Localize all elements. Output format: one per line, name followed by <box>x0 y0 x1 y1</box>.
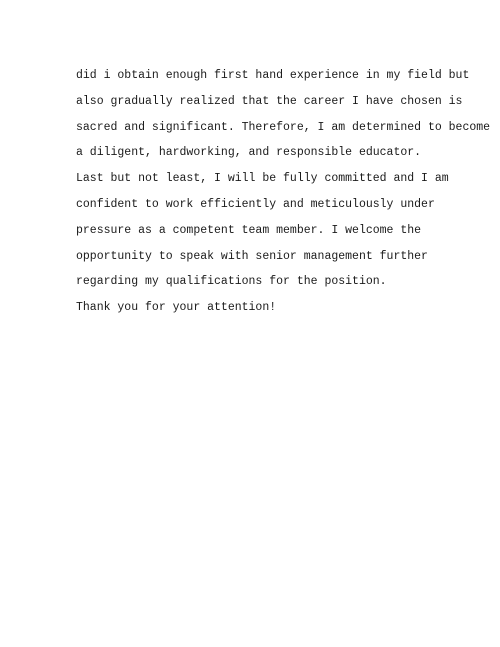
text-line: regarding my qualifications for the position. <box>76 275 387 289</box>
letter-body <box>76 66 491 324</box>
text-line: also gradually realized that the career I have chosen is <box>76 94 463 108</box>
text-line: confident to work efficiently and meticulously under <box>76 197 435 211</box>
text-line: pressure as a competent team member. I welcome the <box>76 223 422 237</box>
text-line: opportunity to speak with senior management further <box>76 249 428 263</box>
text-line: did i obtain enough first hand experience in my field but <box>76 69 470 82</box>
closing-line: Thank you for your attention! <box>76 301 277 315</box>
text-line: a diligent, hardworking, and responsible educator. <box>76 146 422 160</box>
text-line: Last but not least, I will be fully committed and I am <box>76 172 449 186</box>
text-line: sacred and significant. Therefore, I am determined to become <box>76 120 491 134</box>
